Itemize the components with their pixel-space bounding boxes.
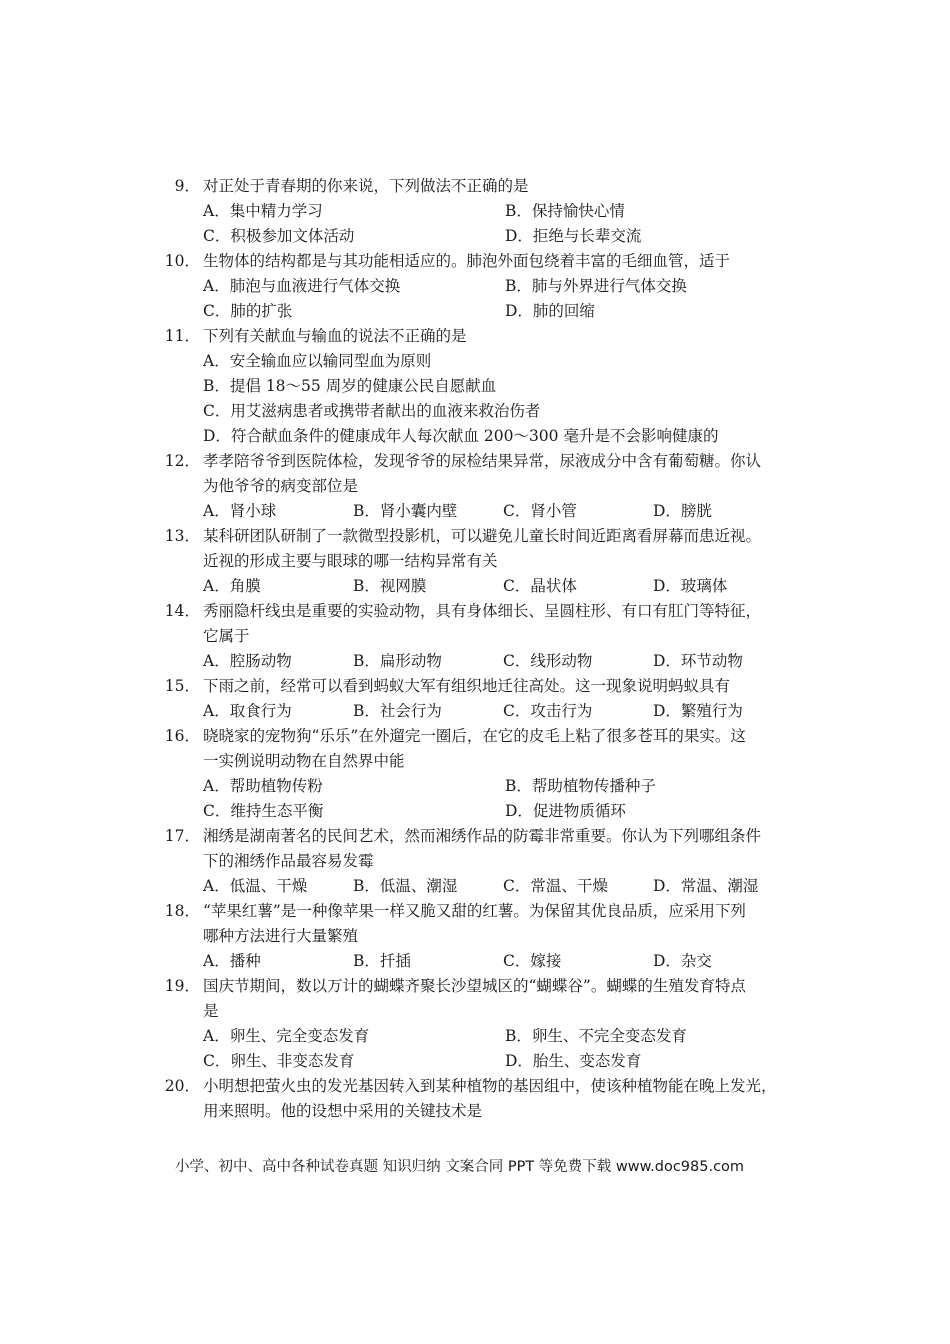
question-number: 13． [164,527,200,545]
question-number: 19． [164,977,200,995]
option: D．膀胱 [653,502,712,520]
question-stem: 一实例说明动物在自然界中能 [203,752,405,770]
option: C．攻击行为 [503,702,593,720]
option: D．杂交 [653,952,712,970]
option: D．符合献血条件的健康成年人每次献血 200～300 毫升是不会影响健康的 [203,427,719,445]
option: C．肺的扩张 [203,302,293,320]
option: D．常温、潮湿 [653,877,759,895]
question-stem: 近视的形成主要与眼球的哪一结构异常有关 [203,552,498,570]
option: A．角膜 [203,577,261,595]
question-stem: 国庆节期间，数以万计的蝴蝶齐聚长沙望城区的“蝴蝶谷”。蝴蝶的生殖发育特点 [203,977,746,995]
option: A．肾小球 [203,502,277,520]
option: B．帮助植物传播种子 [505,777,656,795]
option: C．线形动物 [503,652,593,670]
question-number: 9． [174,177,200,195]
question-stem: 哪种方法进行大量繁殖 [203,927,359,945]
option: A．肺泡与血液进行气体交换 [203,277,401,295]
question-number: 11． [164,327,200,345]
option: A．集中精力学习 [203,202,323,220]
option: B．视网膜 [353,577,427,595]
option: B．卵生、不完全变态发育 [505,1027,687,1045]
option: B．扦插 [353,952,411,970]
question-stem: “苹果红薯”是一种像苹果一样又脆又甜的红薯。为保留其优良品质，应采用下列 [203,902,746,920]
option: A．腔肠动物 [203,652,292,670]
question-stem: 晓晓家的宠物狗“乐乐”在外遛完一圈后，在它的皮毛上粘了很多苍耳的果实。这 [203,727,746,745]
question-stem: 对正处于青春期的你来说，下列做法不正确的是 [203,177,529,195]
question-stem: 小明想把萤火虫的发光基因转入到某种植物的基因组中，使该种植物能在晚上发光， [203,1077,777,1095]
option: D．促进物质循环 [505,802,626,820]
question-stem: 下列有关献血与输血的说法不正确的是 [203,327,467,345]
option: D．拒绝与长辈交流 [505,227,642,245]
option: C．积极参加文体活动 [203,227,355,245]
question-stem: 秀丽隐杆线虫是重要的实验动物，具有身体细长、呈圆柱形、有口有肛门等特征， [203,602,762,620]
option: C．卵生、非变态发育 [203,1052,355,1070]
option: C．常温、干燥 [503,877,608,895]
question-number: 18． [164,902,200,920]
question-stem: 它属于 [203,627,250,645]
question-stem: 孝孝陪爷爷到医院体检，发现爷爷的尿检结果异常，尿液成分中含有葡萄糖。你认 [203,452,762,470]
option: A．取食行为 [203,702,292,720]
question-number: 10． [164,252,200,270]
question-stem: 湘绣是湖南著名的民间艺术，然而湘绣作品的防霉非常重要。你认为下列哪组条件 [203,827,762,845]
question-number: 12． [164,452,200,470]
option: D．肺的回缩 [505,302,595,320]
option: C．肾小管 [503,502,577,520]
option: B．肾小囊内壁 [353,502,458,520]
option: A．低温、干燥 [203,877,308,895]
option: B．扁形动物 [353,652,442,670]
option: B．社会行为 [353,702,442,720]
option: C．晶状体 [503,577,577,595]
option: A．卵生、完全变态发育 [203,1027,370,1045]
question-stem: 下的湘绣作品最容易发霉 [203,852,374,870]
option: D．玻璃体 [653,577,728,595]
question-stem: 下雨之前，经常可以看到蚂蚁大军有组织地迁往高处。这一现象说明蚂蚁具有 [203,677,731,695]
option: C．维持生态平衡 [203,802,324,820]
option: B．保持愉快心情 [505,202,625,220]
option: C．用艾滋病患者或携带者献出的血液来救治伤者 [203,402,541,420]
option: B．提倡 18～55 周岁的健康公民自愿献血 [203,377,497,395]
question-stem: 用来照明。他的设想中采用的关键技术是 [203,1102,483,1120]
option: C．嫁接 [503,952,562,970]
question-stem: 为他爷爷的病变部位是 [203,477,359,495]
option: D．繁殖行为 [653,702,743,720]
question-number: 15． [164,677,200,695]
option: A．帮助植物传粉 [203,777,323,795]
question-number: 16． [164,727,200,745]
option: A．安全输血应以输同型血为原则 [203,352,432,370]
question-stem: 生物体的结构都是与其功能相适应的。肺泡外面包绕着丰富的毛细血管，适于 [203,252,731,270]
option: B．低温、潮湿 [353,877,458,895]
option: A．播种 [203,952,261,970]
question-stem: 是 [203,1002,219,1020]
option: B．肺与外界进行气体交换 [505,277,687,295]
question-number: 17． [164,827,200,845]
question-stem: 某科研团队研制了一款微型投影机，可以避免儿童长时间近距离看屏幕而患近视。 [203,527,762,545]
option: D．胎生、变态发育 [505,1052,642,1070]
question-number: 20． [164,1077,200,1095]
question-number: 14． [164,602,200,620]
page-footer: 小学、初中、高中各种试卷真题 知识归纳 文案合同 PPT 等免费下载 www.doc985.com [175,1159,745,1175]
option: D．环节动物 [653,652,743,670]
